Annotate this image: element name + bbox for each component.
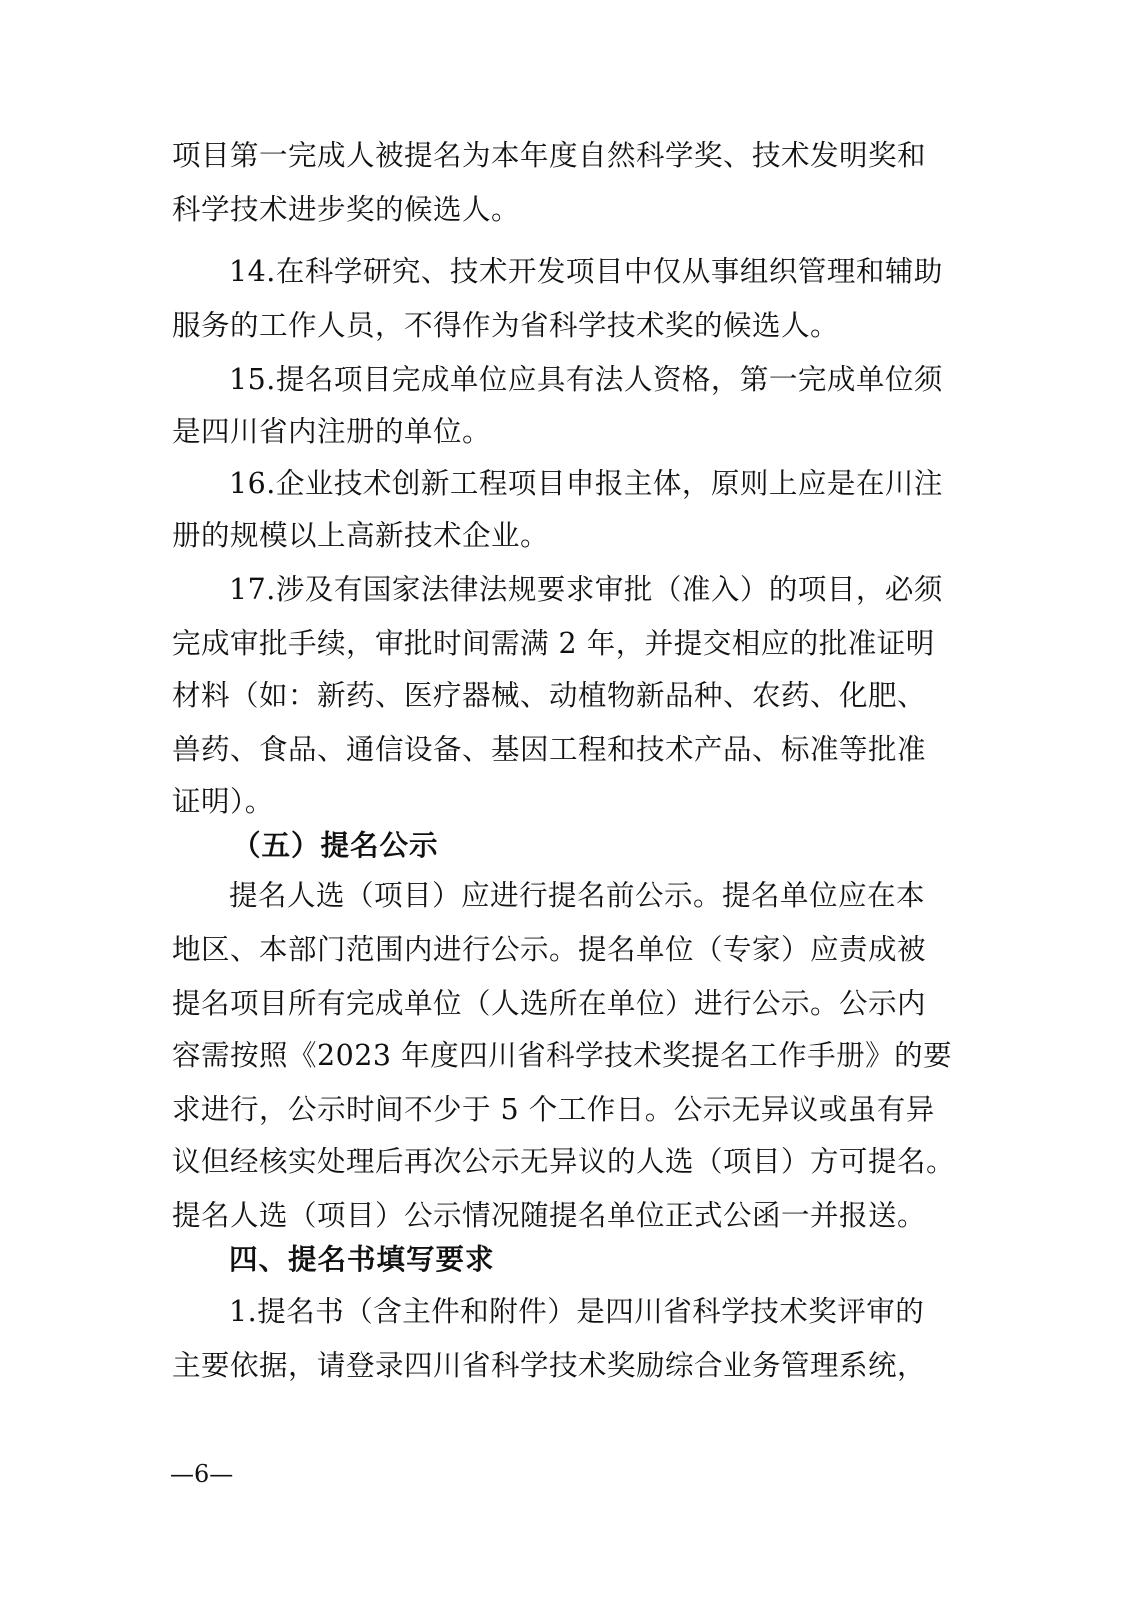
page-number: —6— <box>170 1460 234 1488</box>
paragraph-line: 证明）。 <box>172 785 274 818</box>
paragraph-line: 完成审批手续，审批时间需满 2 年，并提交相应的批准证明 <box>172 627 935 660</box>
paragraph-line: 主要依据，请登录四川省科学技术奖励综合业务管理系统， <box>172 1349 927 1382</box>
paragraph-line: 容需按照《2023 年度四川省科学技术奖提名工作手册》的要 <box>172 1039 953 1072</box>
section-heading: 四、提名书填写要求 <box>229 1243 495 1276</box>
paragraph-line: 提名人选（项目）应进行提名前公示。提名单位应在本 <box>229 879 926 912</box>
paragraph-line: 求进行，公示时间不少于 5 个工作日。公示无异议或虽有异 <box>172 1093 935 1126</box>
paragraph-line: 服务的工作人员，不得作为省科学技术奖的候选人。 <box>172 309 840 342</box>
paragraph-line: 科学技术进步奖的候选人。 <box>172 193 521 226</box>
paragraph-line: 是四川省内注册的单位。 <box>172 415 492 448</box>
paragraph-line: 议但经核实处理后再次公示无异议的人选（项目）方可提名。 <box>172 1145 956 1178</box>
paragraph-line: 地区、本部门范围内进行公示。提名单位（专家）应责成被 <box>172 933 927 966</box>
section-heading: （五）提名公示 <box>232 829 439 862</box>
paragraph-line: 项目第一完成人被提名为本年度自然科学奖、技术发明奖和 <box>172 139 927 172</box>
paragraph-line: 14.在科学研究、技术开发项目中仅从事组织管理和辅助 <box>229 255 943 288</box>
paragraph-line: 17.涉及有国家法律法规要求审批（准入）的项目，必须 <box>229 573 943 606</box>
paragraph-line: 1.提名书（含主件和附件）是四川省科学技术奖评审的 <box>229 1295 925 1328</box>
paragraph-line: 兽药、食品、通信设备、基因工程和技术产品、标准等批准 <box>172 733 927 766</box>
paragraph-line: 册的规模以上高新技术企业。 <box>172 519 550 552</box>
paragraph-line: 15.提名项目完成单位应具有法人资格，第一完成单位须 <box>229 363 943 396</box>
paragraph-line: 提名项目所有完成单位（人选所在单位）进行公示。公示内 <box>172 987 927 1020</box>
paragraph-line: 材料（如：新药、医疗器械、动植物新品种、农药、化肥、 <box>172 679 927 712</box>
paragraph-line: 16.企业技术创新工程项目申报主体，原则上应是在川注 <box>229 467 943 500</box>
paragraph-line: 提名人选（项目）公示情况随提名单位正式公函一并报送。 <box>172 1199 927 1232</box>
